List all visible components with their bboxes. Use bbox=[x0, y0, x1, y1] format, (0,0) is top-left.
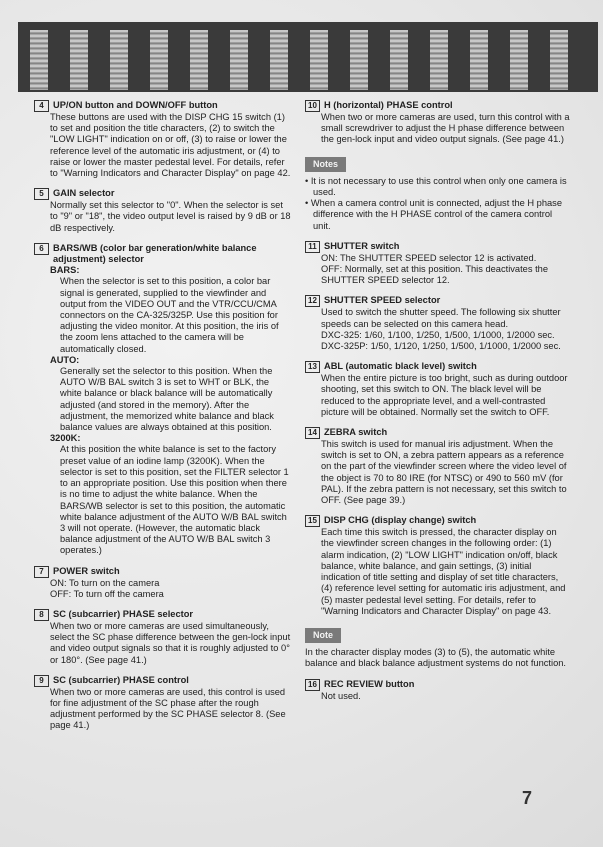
section-body: Each time this switch is pressed, the character display on the viewfinder screen changes in the following order: (1) alarm indication, (2) "LOW LIGHT" indication on/off, black balance, white balance, and gain settings, (3) initial indication of title setting and display of set title characters, (4) reference level setting for automatic iris adjustment, and (5) master pedestal level setting. For details, refer to "Warning Indicators and Character Display" on page 43. bbox=[321, 527, 566, 616]
section-h-phase-control bbox=[305, 100, 570, 146]
section-bars-wb-selector bbox=[34, 243, 292, 557]
section-body: When two or more cameras are used simultaneously, select the SC phase difference between the gen-lock input and video output signals so that it is roughly adjusted to 0° or 180°. (See page 41.) bbox=[50, 620, 291, 665]
speeds-dxc325: DXC-325: 1/60, 1/100, 1/250, 1/500, 1/1000, 1/2000 sec. bbox=[321, 329, 555, 340]
section-body: Normally set this selector to "0". When the selector is set to "9" or "18", the video output level is raised by 9 dB or 18 dB respectively. bbox=[50, 200, 291, 233]
item-number: 5 bbox=[34, 188, 49, 200]
item-number: 11 bbox=[305, 241, 320, 253]
auto-option bbox=[34, 355, 292, 433]
section-body: This switch is used for manual iris adjustment. When the switch is set to ON, a zebra pattern appears as a reference on the part of the viewfinder screen where the video level of the object is 70 to 80 IRE (for NTSC) or 490 to 560 mV (for PAL). If the zebra pattern is not necessary, set this switch to OFF. (See page 39.) bbox=[321, 439, 567, 506]
item-number: 15 bbox=[305, 515, 320, 527]
item-number: 4 bbox=[34, 100, 49, 112]
note-block bbox=[305, 626, 570, 670]
section-body: When the entire picture is too bright, such as during outdoor shooting, set this switch to ON. The black level will be reduced to the appropriate level, and a well-contrasted picture will be obtained. Normally set the switch to OFF. bbox=[321, 373, 568, 417]
item-number: 10 bbox=[305, 100, 320, 112]
left-column bbox=[34, 100, 292, 741]
item-number: 12 bbox=[305, 295, 320, 307]
section-title: GAIN selector bbox=[53, 188, 115, 199]
3200k-option bbox=[34, 433, 292, 556]
section-title: BARS/WB (color bar generation/white balance adjustment) selector bbox=[53, 242, 257, 265]
item-number: 7 bbox=[34, 566, 49, 578]
note-text: In the character display modes (3) to (5), the automatic white balance and black balance adjustment systems do not function. bbox=[305, 647, 566, 669]
speeds-dxc325p: DXC-325P: 1/50, 1/120, 1/250, 1/500, 1/1000, 1/2000 sec. bbox=[321, 341, 561, 352]
section-body: These buttons are used with the DISP CHG 15 switch (1) to set and position the title characters, (2) to switch the "LOW LIGHT" indication on or off, (3) to raise or lower the reference level of the automatic iris adjustment, or (4) to raise or lower the master pedestal level. For details, refer to "Warning Indicators and Character Display" on page 42. bbox=[50, 112, 291, 179]
section-title: UP/ON button and DOWN/OFF button bbox=[53, 100, 218, 110]
bars-option bbox=[34, 265, 292, 355]
notes-block bbox=[305, 155, 570, 232]
page-number: 7 bbox=[522, 788, 533, 808]
section-shutter-switch bbox=[305, 241, 570, 287]
section-title: POWER switch bbox=[53, 565, 120, 576]
section-rec-review-button bbox=[305, 679, 570, 702]
item-number: 9 bbox=[34, 675, 49, 687]
section-title: SHUTTER switch bbox=[324, 240, 400, 251]
option-text: When the selector is set to this position, a color bar signal is generated, supplied to the viewfinder and output from the VIDEO OUT and the VTR/CCU/CMA connectors on the CA-325/325P. Use this position for adjusting the video monitor. At this position, the iris of the zoom lens attached to the camera will be automatically closed. bbox=[60, 276, 279, 354]
section-disp-chg-switch bbox=[305, 515, 570, 617]
section-gain-selector bbox=[34, 188, 292, 234]
section-power-switch bbox=[34, 566, 292, 600]
item-number: 16 bbox=[305, 679, 320, 691]
notes-label: Notes bbox=[305, 157, 346, 172]
item-number: 14 bbox=[305, 427, 320, 439]
section-abl-switch bbox=[305, 361, 570, 418]
section-body: Used to switch the shutter speed. The following six shutter speeds can be selected on this camera head. bbox=[321, 307, 561, 329]
section-sc-phase-control bbox=[34, 675, 292, 732]
shutter-off-text: OFF: Normally, set at this position. This deactivates the SHUTTER SPEED selector 12. bbox=[321, 264, 549, 286]
section-title: REC REVIEW button bbox=[324, 678, 415, 689]
section-title: SHUTTER SPEED selector bbox=[324, 295, 441, 306]
section-body: When two or more cameras are used, this control is used for fine adjustment of the SC phase after the rough adjustment performed by the SC PHASE selector 8. (See page 41.) bbox=[50, 686, 286, 731]
right-column bbox=[305, 100, 570, 711]
section-title: SC (subcarrier) PHASE selector bbox=[53, 608, 194, 619]
option-text: At this position the white balance is set to the factory preset value of an iodine lamp (3200K). When the selector is set to this position, set the FILTER selector 1 to an appropriate position. Use this position when there is no time to adjust the white balance. When the BARS/WB selector is set to this position, the automatic white balance adjustment of the AUTO W/B BAL switch 3 will not operate. (However, the automatic black balance adjustment of the AUTO W/B BAL switch 3 operates.) bbox=[60, 444, 289, 556]
power-on-text: ON: To turn on the camera bbox=[50, 577, 160, 588]
section-title: SC (subcarrier) PHASE control bbox=[53, 674, 189, 685]
item-number: 13 bbox=[305, 361, 320, 373]
section-title: H (horizontal) PHASE control bbox=[324, 100, 453, 110]
section-title: ZEBRA switch bbox=[324, 427, 388, 438]
section-body: When two or more cameras are used, turn this control with a small screwdriver to adjust the H phase difference between the gen-lock input and video output signals. (See page 41.) bbox=[321, 112, 570, 145]
section-title: ABL (automatic black level) switch bbox=[324, 361, 477, 372]
item-number: 8 bbox=[34, 609, 49, 621]
section-title: DISP CHG (display change) switch bbox=[324, 515, 477, 526]
shutter-on-text: ON: The SHUTTER SPEED selector 12 is activated. bbox=[321, 252, 537, 263]
note-label: Note bbox=[305, 628, 341, 643]
section-up-down-buttons bbox=[34, 100, 292, 179]
section-body: Not used. bbox=[321, 690, 361, 701]
option-label: BARS: bbox=[50, 265, 80, 276]
note-item: • It is not necessary to use this control when only one camera is used. bbox=[305, 175, 567, 198]
power-off-text: OFF: To turn off the camera bbox=[50, 588, 164, 599]
note-item: • When a camera control unit is connected, adjust the H phase difference with the H PHASE control of the camera control unit. bbox=[305, 198, 562, 231]
item-number: 6 bbox=[34, 243, 49, 255]
option-label: AUTO: bbox=[50, 354, 80, 365]
header-banner bbox=[18, 22, 598, 92]
option-label: 3200K: bbox=[50, 433, 81, 444]
section-zebra-switch bbox=[305, 427, 570, 506]
option-text: Generally set the selector to this position. When the AUTO W/B BAL switch 3 is set to WHT or BLK, the white balance or black balance will be automatically adjusted (and stored in the memory). After the adjustment, the memorized white balance and black balance values are always obtained at this position. bbox=[60, 366, 274, 433]
section-shutter-speed-selector bbox=[305, 295, 570, 352]
section-sc-phase-selector bbox=[34, 609, 292, 666]
